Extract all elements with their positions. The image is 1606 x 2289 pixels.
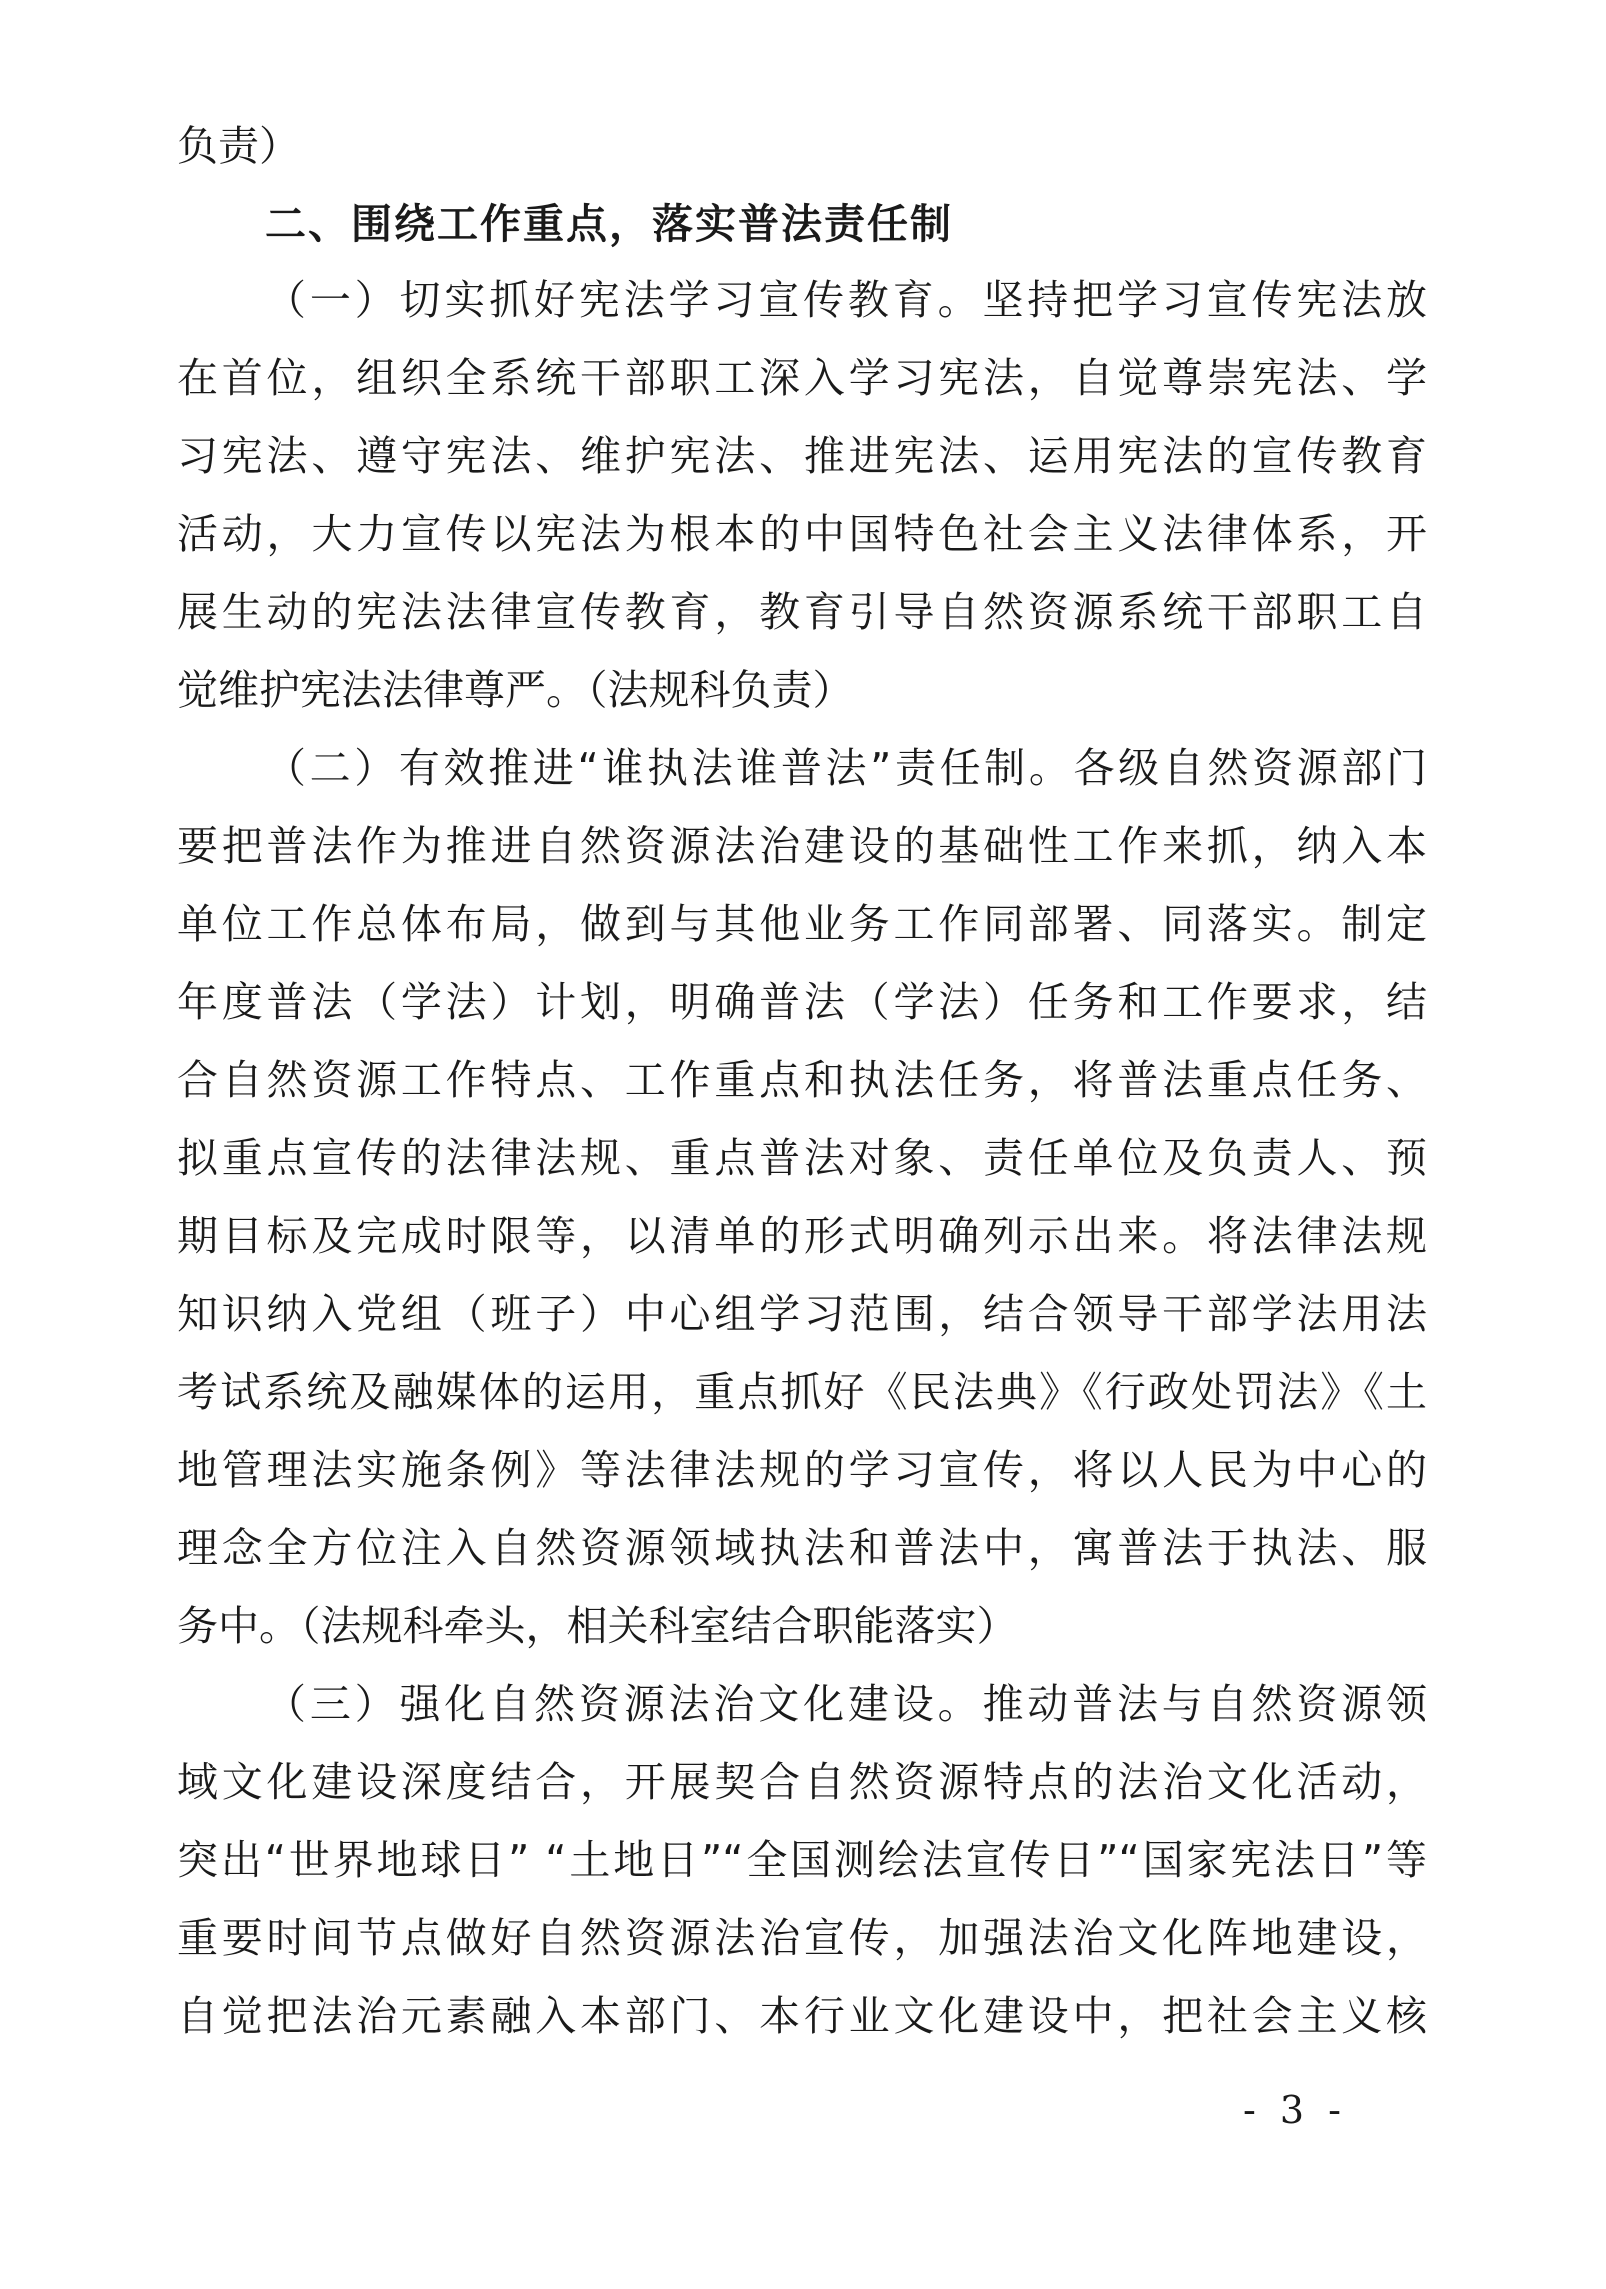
paragraph-2-line: 要把普法作为推进自然资源法治建设的基础性工作来抓，纳入本 xyxy=(177,822,1427,870)
paragraph-2-line: 考试系统及融媒体的运用，重点抓好《民法典》《行政处罚法》《土 xyxy=(177,1368,1427,1416)
paragraph-1-line: 习宪法、遵守宪法、维护宪法、推进宪法、运用宪法的宣传教育 xyxy=(177,432,1427,480)
page-number: - 3 - xyxy=(1242,2088,1347,2132)
paragraph-3-line: （三）强化自然资源法治文化建设。推动普法与自然资源领 xyxy=(265,1680,1427,1728)
paragraph-3-line: 域文化建设深度结合，开展契合自然资源特点的法治文化活动， xyxy=(177,1758,1427,1806)
continuation-line: 负责） xyxy=(177,122,300,170)
paragraph-2-line: 理念全方位注入自然资源领域执法和普法中，寓普法于执法、服 xyxy=(177,1524,1427,1572)
paragraph-1-line: 觉维护宪法法律尊严。（法规科负责） xyxy=(177,666,854,714)
paragraph-1-line: 活动，大力宣传以宪法为根本的中国特色社会主义法律体系，开 xyxy=(177,510,1427,558)
section-heading: 二、围绕工作重点，落实普法责任制 xyxy=(265,200,953,248)
paragraph-1-line: （一）切实抓好宪法学习宣传教育。坚持把学习宣传宪法放 xyxy=(265,276,1427,324)
paragraph-3-line: 自觉把法治元素融入本部门、本行业文化建设中，把社会主义核 xyxy=(177,1992,1427,2040)
paragraph-2-line: 知识纳入党组（班子）中心组学习范围，结合领导干部学法用法 xyxy=(177,1290,1427,1338)
paragraph-1-line: 展生动的宪法法律宣传教育，教育引导自然资源系统干部职工自 xyxy=(177,588,1427,636)
paragraph-3-line: 突出“世界地球日” “土地日”“全国测绘法宣传日”“国家宪法日”等 xyxy=(177,1836,1427,1884)
paragraph-3-line: 重要时间节点做好自然资源法治宣传，加强法治文化阵地建设， xyxy=(177,1914,1427,1962)
paragraph-2-line: 务中。（法规科牵头，相关科室结合职能落实） xyxy=(177,1602,1018,1650)
paragraph-2-line: （二）有效推进“谁执法谁普法”责任制。各级自然资源部门 xyxy=(265,744,1427,792)
paragraph-2-line: 合自然资源工作特点、工作重点和执法任务，将普法重点任务、 xyxy=(177,1056,1427,1104)
paragraph-2-line: 单位工作总体布局，做到与其他业务工作同部署、同落实。制定 xyxy=(177,900,1427,948)
paragraph-2-line: 期目标及完成时限等，以清单的形式明确列示出来。将法律法规 xyxy=(177,1212,1427,1260)
paragraph-2-line: 拟重点宣传的法律法规、重点普法对象、责任单位及负责人、预 xyxy=(177,1134,1427,1182)
paragraph-1-line: 在首位，组织全系统干部职工深入学习宪法，自觉尊崇宪法、学 xyxy=(177,354,1427,402)
paragraph-2-line: 年度普法（学法）计划，明确普法（学法）任务和工作要求，结 xyxy=(177,978,1427,1026)
paragraph-2-line: 地管理法实施条例》等法律法规的学习宣传，将以人民为中心的 xyxy=(177,1446,1427,1494)
